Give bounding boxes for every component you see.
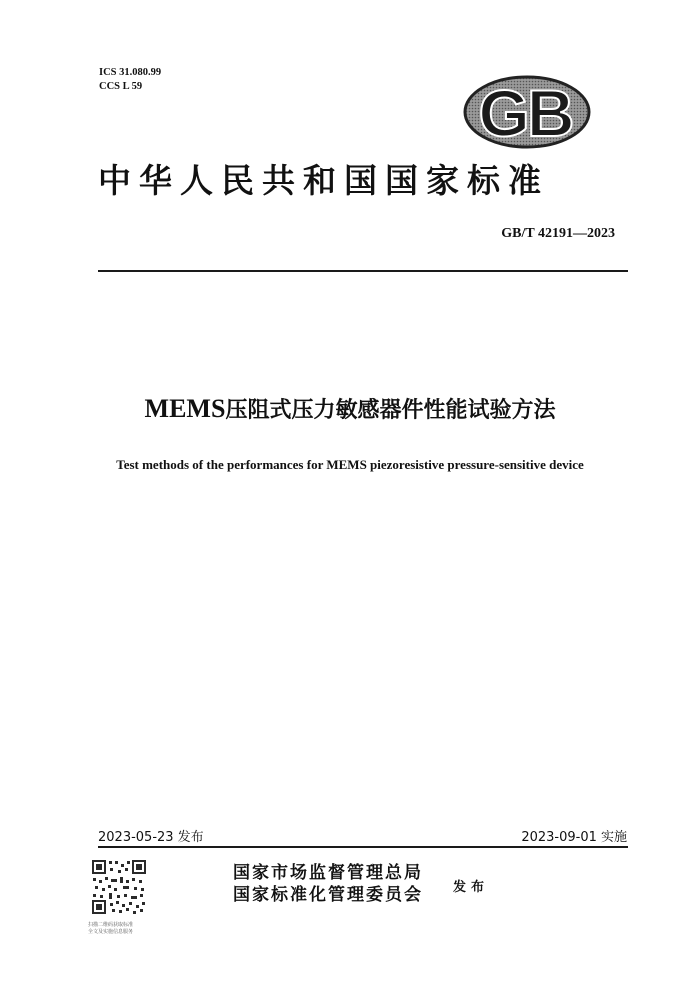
qr-code[interactable]	[90, 858, 148, 916]
qr-note-line2: 全文及实施信息服务	[88, 929, 134, 935]
qr-code-graphic	[90, 858, 148, 916]
publish-label: 发布	[453, 880, 490, 895]
qr-note-line1: 扫描二维码获取标准	[88, 922, 134, 928]
gb-logo	[462, 74, 592, 150]
title-chinese	[0, 393, 700, 424]
gb-logo-letters: GB	[478, 76, 572, 150]
issue-date: 2023-05-23 发布	[98, 830, 204, 845]
issuing-authorities	[233, 862, 423, 906]
standard-code: GB/T 42191—2023	[501, 226, 615, 241]
title-chinese-rest: 压阻式压力敏感器件性能试验方法	[225, 398, 556, 423]
bottom-divider	[98, 846, 628, 848]
issuer-sac: 国家标准化管理委员会	[233, 885, 423, 905]
top-divider	[98, 270, 628, 272]
gb-logo-graphic	[462, 74, 592, 150]
title-english: Test methods of the performances for MEMS piezoresistive pressure-sensitive device	[116, 457, 584, 472]
ccs-code: CCS L 59	[99, 81, 143, 92]
ics-code: ICS 31.080.99	[99, 67, 162, 78]
qr-code-note	[88, 922, 133, 936]
title-chinese-latin: MEMS	[144, 394, 226, 423]
classification-codes	[99, 66, 161, 94]
issuer-samr: 国家市场监督管理总局	[233, 863, 423, 883]
implementation-date: 2023-09-01 实施	[521, 830, 627, 845]
standard-category: 中华人民共和国国家标准	[98, 161, 549, 200]
